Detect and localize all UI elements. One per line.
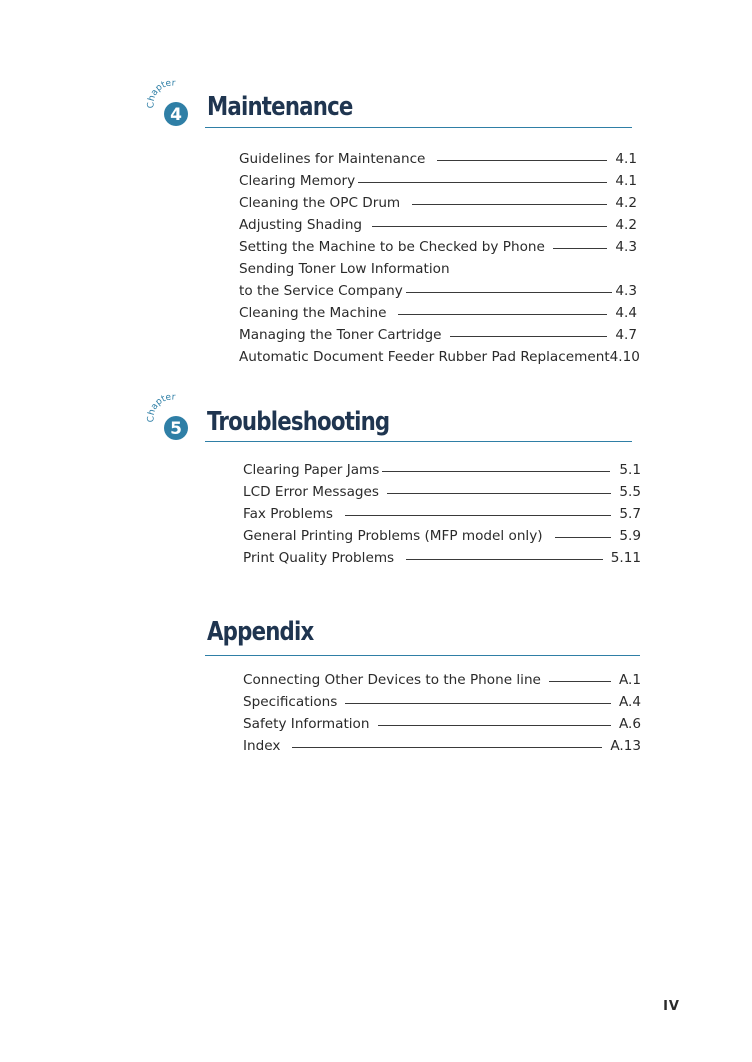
toc-entry[interactable]: Automatic Document Feeder Rubber Pad Replacement 4.10 bbox=[239, 349, 640, 365]
toc-entry[interactable]: Clearing Paper Jams 5.1 bbox=[243, 462, 641, 478]
toc-chapter-4 bbox=[239, 148, 640, 368]
toc-entry[interactable]: Adjusting Shading 4.2 bbox=[239, 217, 637, 233]
chapter-number: 5 bbox=[170, 419, 182, 439]
toc-entry[interactable]: General Printing Problems (MFP model only) 5.9 bbox=[243, 528, 641, 544]
chapter-title-maintenance: Maintenance bbox=[207, 92, 353, 122]
chapter-word: Chapter bbox=[146, 392, 176, 423]
page-number: IV bbox=[663, 999, 680, 1014]
toc-entry[interactable]: to the Service Company 4.3 bbox=[239, 283, 637, 299]
chapter-4-rule bbox=[205, 127, 632, 128]
appendix-rule bbox=[205, 655, 640, 656]
chapter-number: 4 bbox=[170, 105, 182, 125]
toc-entry[interactable]: Setting the Machine to be Checked by Phone 4.3 bbox=[239, 239, 637, 255]
toc-entry[interactable]: Managing the Toner Cartridge 4.7 bbox=[239, 327, 637, 343]
toc-entry[interactable]: Safety Information A.6 bbox=[243, 716, 641, 732]
chapter-5-badge bbox=[146, 392, 192, 442]
toc-entry[interactable]: Clearing Memory 4.1 bbox=[239, 173, 637, 189]
toc-entry[interactable]: Fax Problems 5.7 bbox=[243, 506, 641, 522]
appendix-title: Appendix bbox=[207, 617, 314, 647]
chapter-title-troubleshooting: Troubleshooting bbox=[207, 407, 390, 437]
toc-entry[interactable]: Index A.13 bbox=[243, 738, 641, 754]
toc-chapter-5 bbox=[243, 459, 641, 569]
toc-entry[interactable]: LCD Error Messages 5.5 bbox=[243, 484, 641, 500]
toc-entry[interactable]: Guidelines for Maintenance 4.1 bbox=[239, 151, 637, 167]
toc-entry[interactable]: Cleaning the OPC Drum 4.2 bbox=[239, 195, 637, 211]
chapter-4-badge bbox=[146, 78, 192, 128]
toc-entry[interactable]: Print Quality Problems 5.11 bbox=[243, 550, 641, 566]
toc-entry[interactable]: Specifications A.4 bbox=[243, 694, 641, 710]
toc-entry[interactable]: Sending Toner Low Information bbox=[239, 261, 450, 277]
chapter-word: Chapter bbox=[146, 78, 176, 109]
toc-entry[interactable]: Connecting Other Devices to the Phone line A.1 bbox=[243, 672, 641, 688]
chapter-5-rule bbox=[205, 441, 632, 442]
toc-entry[interactable]: Cleaning the Machine 4.4 bbox=[239, 305, 637, 321]
toc-appendix bbox=[243, 669, 641, 757]
